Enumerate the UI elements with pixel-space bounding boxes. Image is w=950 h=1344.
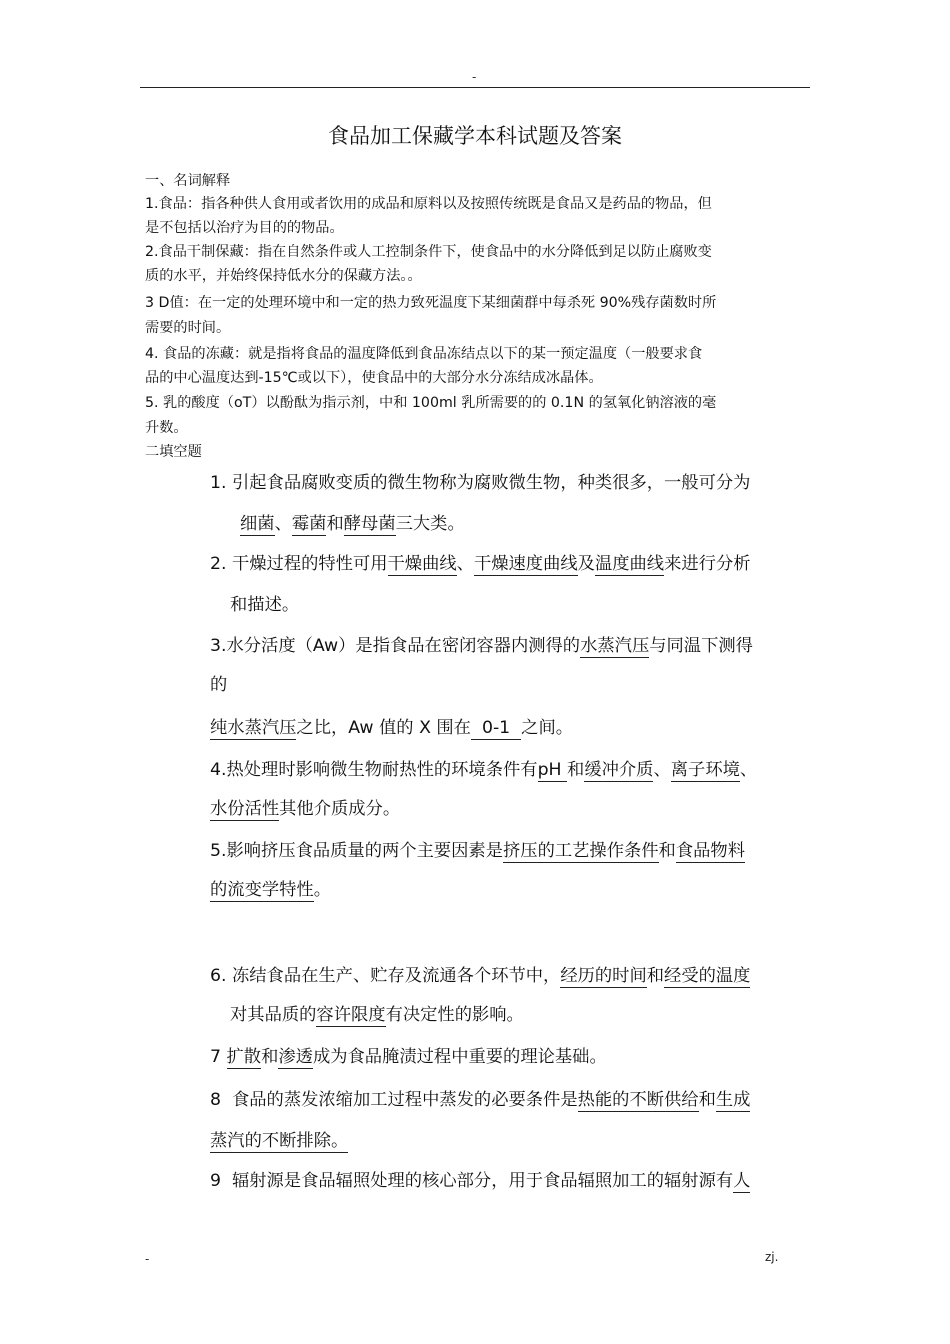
question-4-line-1: 4.热处理时影响微生物耐热性的环境条件有pH 和缓冲介质、离子环境、 — [210, 760, 758, 780]
answer-blank: 的流变学特性 — [210, 880, 314, 900]
footer-mark: - — [145, 1252, 150, 1266]
answer-blank: 容许限度 — [316, 1005, 386, 1025]
answer-blank: 酵母菌 — [343, 514, 396, 534]
question-1-line-2: 细菌、霉菌和酵母菌三大类。 — [240, 514, 465, 534]
definition-line: 需要的时间。 — [145, 320, 231, 336]
footer-label: zj. — [765, 1250, 779, 1264]
question-7-line-1: 7 扩散和渗透成为食品腌渍过程中重要的理论基础。 — [210, 1047, 607, 1067]
definition-line: 质的水平，并始终保持低水分的保藏方法。。 — [145, 268, 422, 284]
answer-blank: 经历的时间 — [560, 966, 647, 986]
answer-blank: 渗透 — [278, 1047, 313, 1067]
definition-line: 升数。 — [145, 420, 188, 436]
question-2-line-2: 和描述。 — [230, 595, 300, 615]
question-8-line-2 — [210, 1126, 348, 1151]
question-4-line-2: 水份活性其他介质成分。 — [210, 799, 401, 819]
answer-blank: 干燥曲线 — [387, 554, 457, 574]
question-1-line-1: 1. 引起食品腐败变质的微生物称为腐败微生物，种类很多，一般可分为 — [210, 473, 751, 493]
definition-line: 是不包括以治疗为目的的物品。 — [145, 220, 344, 236]
answer-blank: 热能的不断供给 — [577, 1090, 699, 1110]
definition-line: 1.食品：指各种供人食用或者饮用的成品和原料以及按照传统既是食品又是药品的物品，但 — [145, 196, 712, 212]
answer-blank: pH — [537, 760, 568, 780]
definition-line: 品的中心温度达到-15℃或以下），使食品中的大部分水分冻结成冰晶体。 — [145, 370, 603, 386]
definition-line: 5. 乳的酸度（oT）以酚酞为指示剂，中和 100ml 乳所需要的的 0.1N 的氢氧化钠溶液的毫 — [145, 395, 717, 411]
answer-blank: 缓冲介质 — [584, 760, 654, 780]
definition-line: 3 D值：在一定的处理环境中和一定的热力致死温度下某细菌群中每杀死 90%残存菌数时所 — [145, 295, 717, 311]
answer-blank: 食品物料 — [675, 841, 745, 861]
answer-blank: 人 — [733, 1171, 751, 1191]
answer-blank: 离子环境 — [670, 760, 740, 780]
answer-blank: 干燥速度曲线 — [473, 554, 578, 574]
question-8-line-1: 8 食品的蒸发浓缩加工过程中蒸发的必要条件是热能的不断供给和生成 — [210, 1090, 751, 1110]
answer-blank: 挤压的工艺操作条件 — [503, 841, 659, 861]
header-mark: - — [472, 70, 477, 84]
answer-blank: 水份活性 — [210, 799, 280, 819]
answer-blank: 细菌 — [240, 514, 275, 534]
question-6-line-1: 6. 冻结食品在生产、贮存及流通各个环节中，经历的时间和经受的温度 — [210, 966, 751, 986]
question-9-line-1: 9 辐射源是食品辐照处理的核心部分，用于食品辐照加工的辐射源有人 — [210, 1171, 751, 1191]
question-3-line-2: 的 — [210, 675, 228, 695]
definition-line: 2.食品干制保藏：指在自然条件或人工控制条件下，使食品中的水分降低到足以防止腐败变 — [145, 244, 712, 260]
answer-blank: 水蒸汽压 — [580, 636, 650, 656]
question-6-line-2: 对其品质的容许限度有决定性的影响。 — [230, 1005, 524, 1025]
question-2-line-1: 2. 干燥过程的特性可用干燥曲线、干燥速度曲线及温度曲线来进行分析 — [210, 554, 751, 574]
answer-blank: 蒸汽的不断排除。 — [210, 1131, 349, 1151]
question-5-line-1: 5.影响挤压食品质量的两个主要因素是挤压的工艺操作条件和食品物料 — [210, 841, 745, 861]
section-heading-definitions: 一、名词解释 — [145, 173, 231, 189]
answer-blank: 纯水蒸汽压 — [210, 718, 297, 738]
header-rule — [140, 87, 810, 88]
document-title: 食品加工保藏学本科试题及答案 — [328, 124, 622, 148]
question-3-line-3: 纯水蒸汽压之比，Aw 值的 X 围在 0-1 之间。 — [210, 718, 574, 738]
answer-blank: 经受的温度 — [664, 966, 751, 986]
answer-blank: 扩散 — [226, 1047, 262, 1067]
answer-blank: 温度曲线 — [594, 554, 665, 574]
answer-blank: 霉菌 — [291, 514, 327, 534]
definition-line: 4. 食品的冻藏：就是指将食品的温度降低到食品冻结点以下的某一预定温度（一般要求食 — [145, 346, 703, 362]
question-3-line-1: 3.水分活度（Aw）是指食品在密闭容器内测得的水蒸汽压与同温下测得 — [210, 636, 753, 656]
answer-blank: 0-1 — [470, 718, 522, 738]
question-5-line-2: 的流变学特性。 — [210, 880, 331, 900]
answer-blank: 生成 — [715, 1090, 751, 1110]
section-heading-fill-blanks: 二填空题 — [145, 444, 202, 460]
